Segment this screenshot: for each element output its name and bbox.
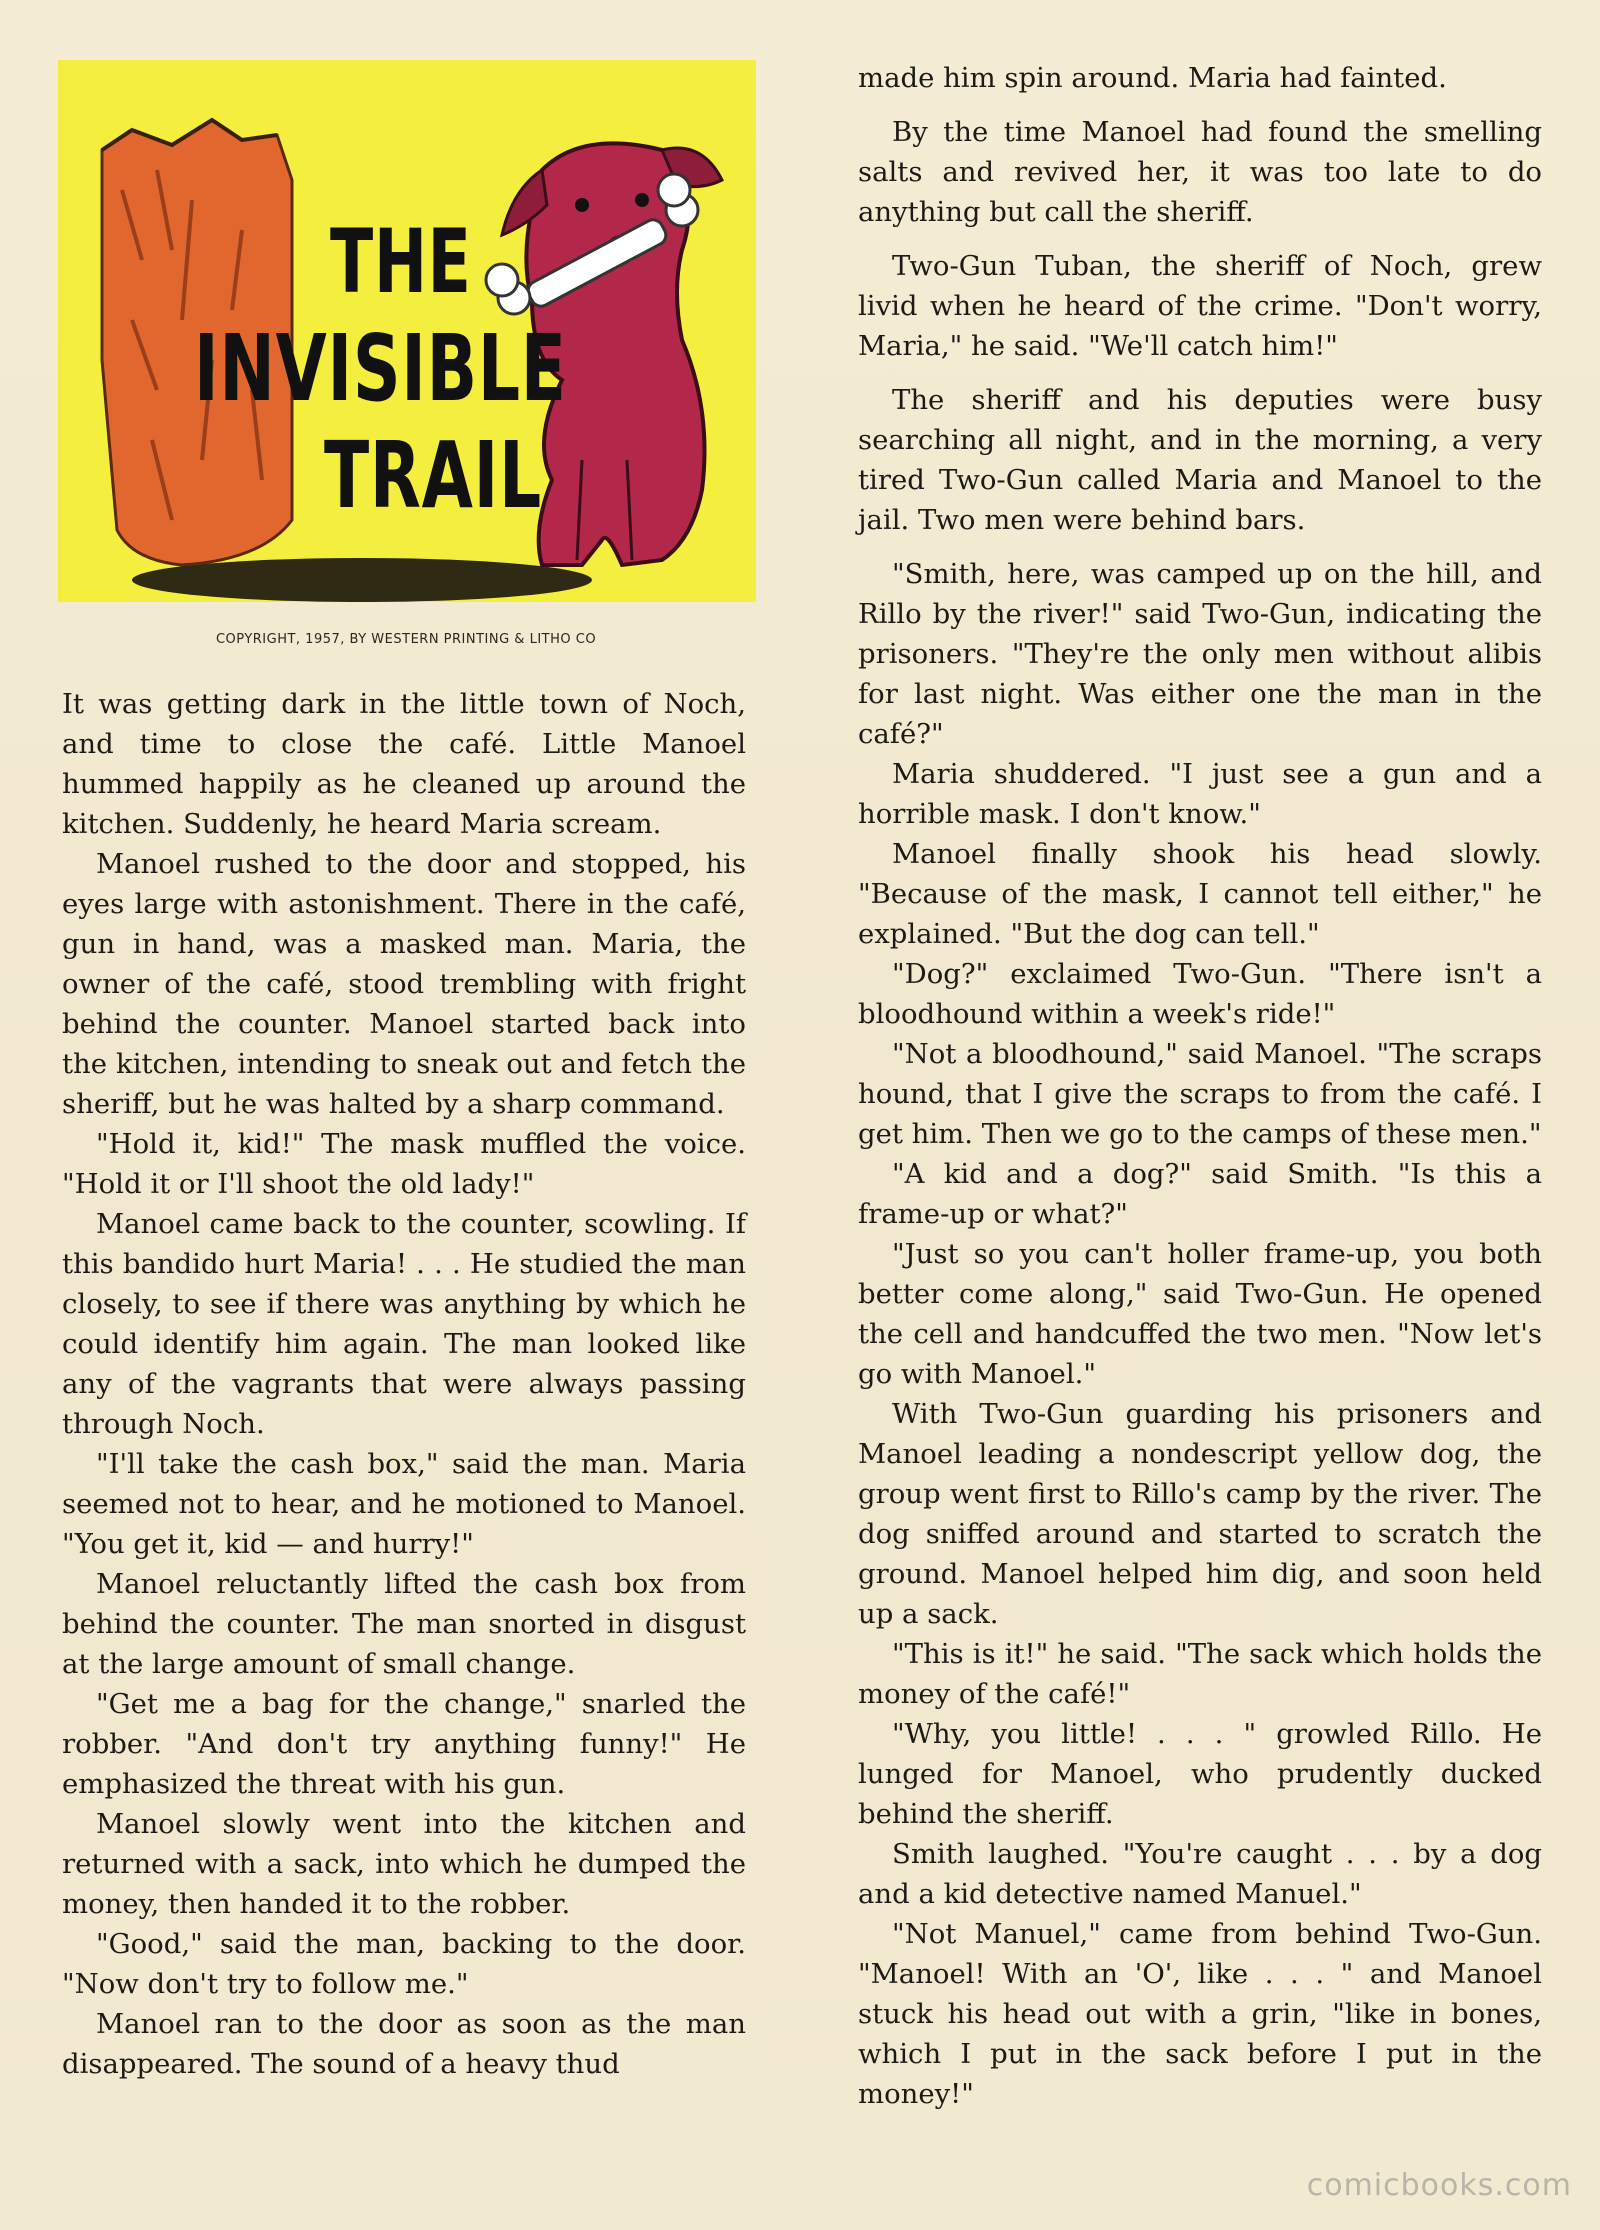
paragraph: Manoel slowly went into the kitchen and returned with a sack, into which he dumped the money, then handed it to the robber. — [62, 1808, 746, 1920]
paragraph: "Why, you little! . . . " growled Rillo. He lunged for Manoel, who prudently ducked behind the sheriff. — [858, 1718, 1542, 1830]
paragraph: "Not Manuel," came from behind Two-Gun. "Manoel! With an 'O', like . . . " and Manoel stuck his head out with a grin, "like in bones, which I put in the sack before I put in the money!" — [858, 1918, 1542, 2110]
paragraph: "Smith, here, was camped up on the hill, and Rillo by the river!" said Two-Gun, indicating the prisoners. "They're the only men without alibis for last night. Was either one the man in the café?" — [858, 558, 1542, 750]
title-line-1: THE — [330, 210, 472, 313]
paragraph: Manoel reluctantly lifted the cash box from behind the counter. The man snorted in disgust at the large amount of small change. — [62, 1568, 746, 1680]
paragraph: Manoel came back to the counter, scowling. If this bandido hurt Maria! . . . He studied the man closely, to see if there was anything by which he could identify him again. The man looked like any of the vagrants that were always passing through Noch. — [62, 1208, 746, 1440]
story-column-left — [62, 684, 746, 2084]
paragraph: The sheriff and his deputies were busy searching all night, and in the morning, a very tired Two-Gun called Maria and Manoel to the jail. Two men were behind bars. — [858, 384, 1542, 536]
paragraph: Manoel rushed to the door and stopped, his eyes large with astonishment. There in the café, gun in hand, was a masked man. Maria, the owner of the café, stood trembling with fright behind the counter. Manoel started back into the kitchen, intending to sneak out and fetch the sheriff, but he was halted by a sharp command. — [62, 848, 746, 1120]
watermark: comicbooks.com — [1306, 2168, 1572, 2203]
paragraph: "Just so you can't holler frame-up, you both better come along," said Two-Gun. He opened the cell and handcuffed the two men. "Now let's go with Manoel." — [858, 1238, 1542, 1390]
paragraph: "Good," said the man, backing to the door. "Now don't try to follow me." — [62, 1928, 746, 2000]
paragraph: "Dog?" exclaimed Two-Gun. "There isn't a bloodhound within a week's ride!" — [858, 958, 1542, 1030]
paragraph: It was getting dark in the little town of Noch, and time to close the café. Little Manoel hummed happily as he cleaned up around the kitchen. Suddenly, he heard Maria scream. — [62, 688, 746, 840]
paragraph: Two-Gun Tuban, the sheriff of Noch, grew livid when he heard of the crime. "Don't worry, Maria," he said. "We'll catch him!" — [858, 250, 1542, 362]
paragraph: made him spin around. Maria had fainted. — [858, 62, 1447, 94]
paragraph: With Two-Gun guarding his prisoners and Manoel leading a nondescript yellow dog, the group went first to Rillo's camp by the river. The dog sniffed around and started to scratch the ground. Manoel helped him dig, and soon held up a sack. — [858, 1398, 1542, 1630]
story-column-right — [858, 58, 1542, 2114]
title-line-2: INVISIBLE — [194, 315, 567, 422]
paragraph: "Get me a bag for the change," snarled the robber. "And don't try anything funny!" He emphasized the threat with his gun. — [62, 1688, 746, 1800]
paragraph: Maria shuddered. "I just see a gun and a horrible mask. I don't know." — [858, 758, 1542, 830]
copyright-notice: COPYRIGHT, 1957, BY WESTERN PRINTING & LITHO CO — [215, 632, 597, 647]
title-panel — [62, 60, 750, 602]
paragraph: Manoel finally shook his head slowly. "Because of the mask, I cannot tell either," he explained. "But the dog can tell." — [858, 838, 1542, 950]
paragraph: "Hold it, kid!" The mask muffled the voice. "Hold it or I'll shoot the old lady!" — [62, 1128, 746, 1200]
paragraph: By the time Manoel had found the smelling salts and revived her, it was too late to do anything but call the sheriff. — [858, 116, 1542, 228]
paragraph: Manoel ran to the door as soon as the man disappeared. The sound of a heavy thud — [62, 2008, 746, 2080]
title-line-3: TRAIL — [324, 422, 542, 529]
paragraph: Smith laughed. "You're caught . . . by a dog and a kid detective named Manuel." — [858, 1838, 1542, 1910]
paragraph: "I'll take the cash box," said the man. Maria seemed not to hear, and he motioned to Manoel. "You get it, kid — and hurry!" — [62, 1448, 746, 1560]
paragraph: "This is it!" he said. "The sack which holds the money of the café!" — [858, 1638, 1542, 1710]
paragraph: "A kid and a dog?" said Smith. "Is this a frame-up or what?" — [858, 1158, 1542, 1230]
paragraph: "Not a bloodhound," said Manoel. "The scraps hound, that I give the scraps to from the café. I get him. Then we go to the camps of these men." — [858, 1038, 1542, 1150]
